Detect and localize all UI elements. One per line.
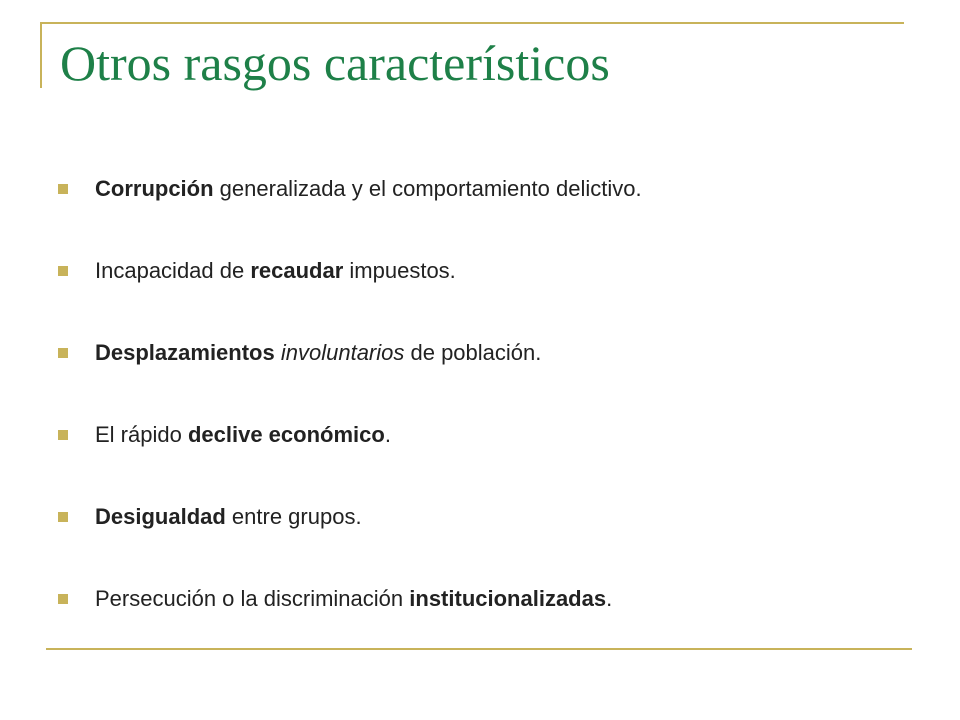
bullet-segment: recaudar bbox=[250, 258, 344, 283]
bullet-segment: . bbox=[384, 422, 391, 447]
bottom-divider-line bbox=[46, 648, 912, 650]
bullet-text bbox=[95, 580, 612, 618]
bullet-segment: de población. bbox=[404, 340, 542, 365]
square-bullet-icon bbox=[58, 184, 68, 194]
square-bullet-icon bbox=[58, 348, 68, 358]
bullet-segment: institucionalizadas bbox=[409, 586, 607, 611]
bullet-segment: Incapacidad de bbox=[95, 258, 251, 283]
bullet-segment: Corrupción bbox=[95, 176, 214, 201]
square-bullet-icon bbox=[58, 594, 68, 604]
bullet-segment: El rápido bbox=[95, 422, 188, 447]
bullet-text bbox=[95, 170, 642, 208]
bullet-text bbox=[95, 334, 541, 372]
square-bullet-icon bbox=[58, 512, 68, 522]
square-bullet-icon bbox=[58, 266, 68, 276]
bullet-text bbox=[95, 498, 362, 536]
bullet-segment: involuntarios bbox=[280, 340, 405, 365]
bullet-segment: . bbox=[606, 586, 613, 611]
bullet-text bbox=[95, 252, 456, 290]
bullet-segment: Desigualdad bbox=[95, 504, 226, 529]
bullet-segment: entre grupos. bbox=[225, 504, 362, 529]
bullet-segment: declive económico bbox=[187, 422, 385, 447]
square-bullet-icon bbox=[58, 430, 68, 440]
slide-title: Otros rasgos característicos bbox=[60, 35, 610, 91]
bullet-segment: Desplazamientos bbox=[95, 340, 275, 365]
top-divider-line bbox=[40, 22, 904, 24]
left-divider-line bbox=[40, 22, 42, 88]
bullet-text bbox=[95, 416, 391, 454]
bullet-segment: Persecución o la discriminación bbox=[95, 586, 410, 611]
bullet-segment: generalizada y el comportamiento delictivo. bbox=[213, 176, 642, 201]
bullet-segment: impuestos. bbox=[343, 258, 456, 283]
